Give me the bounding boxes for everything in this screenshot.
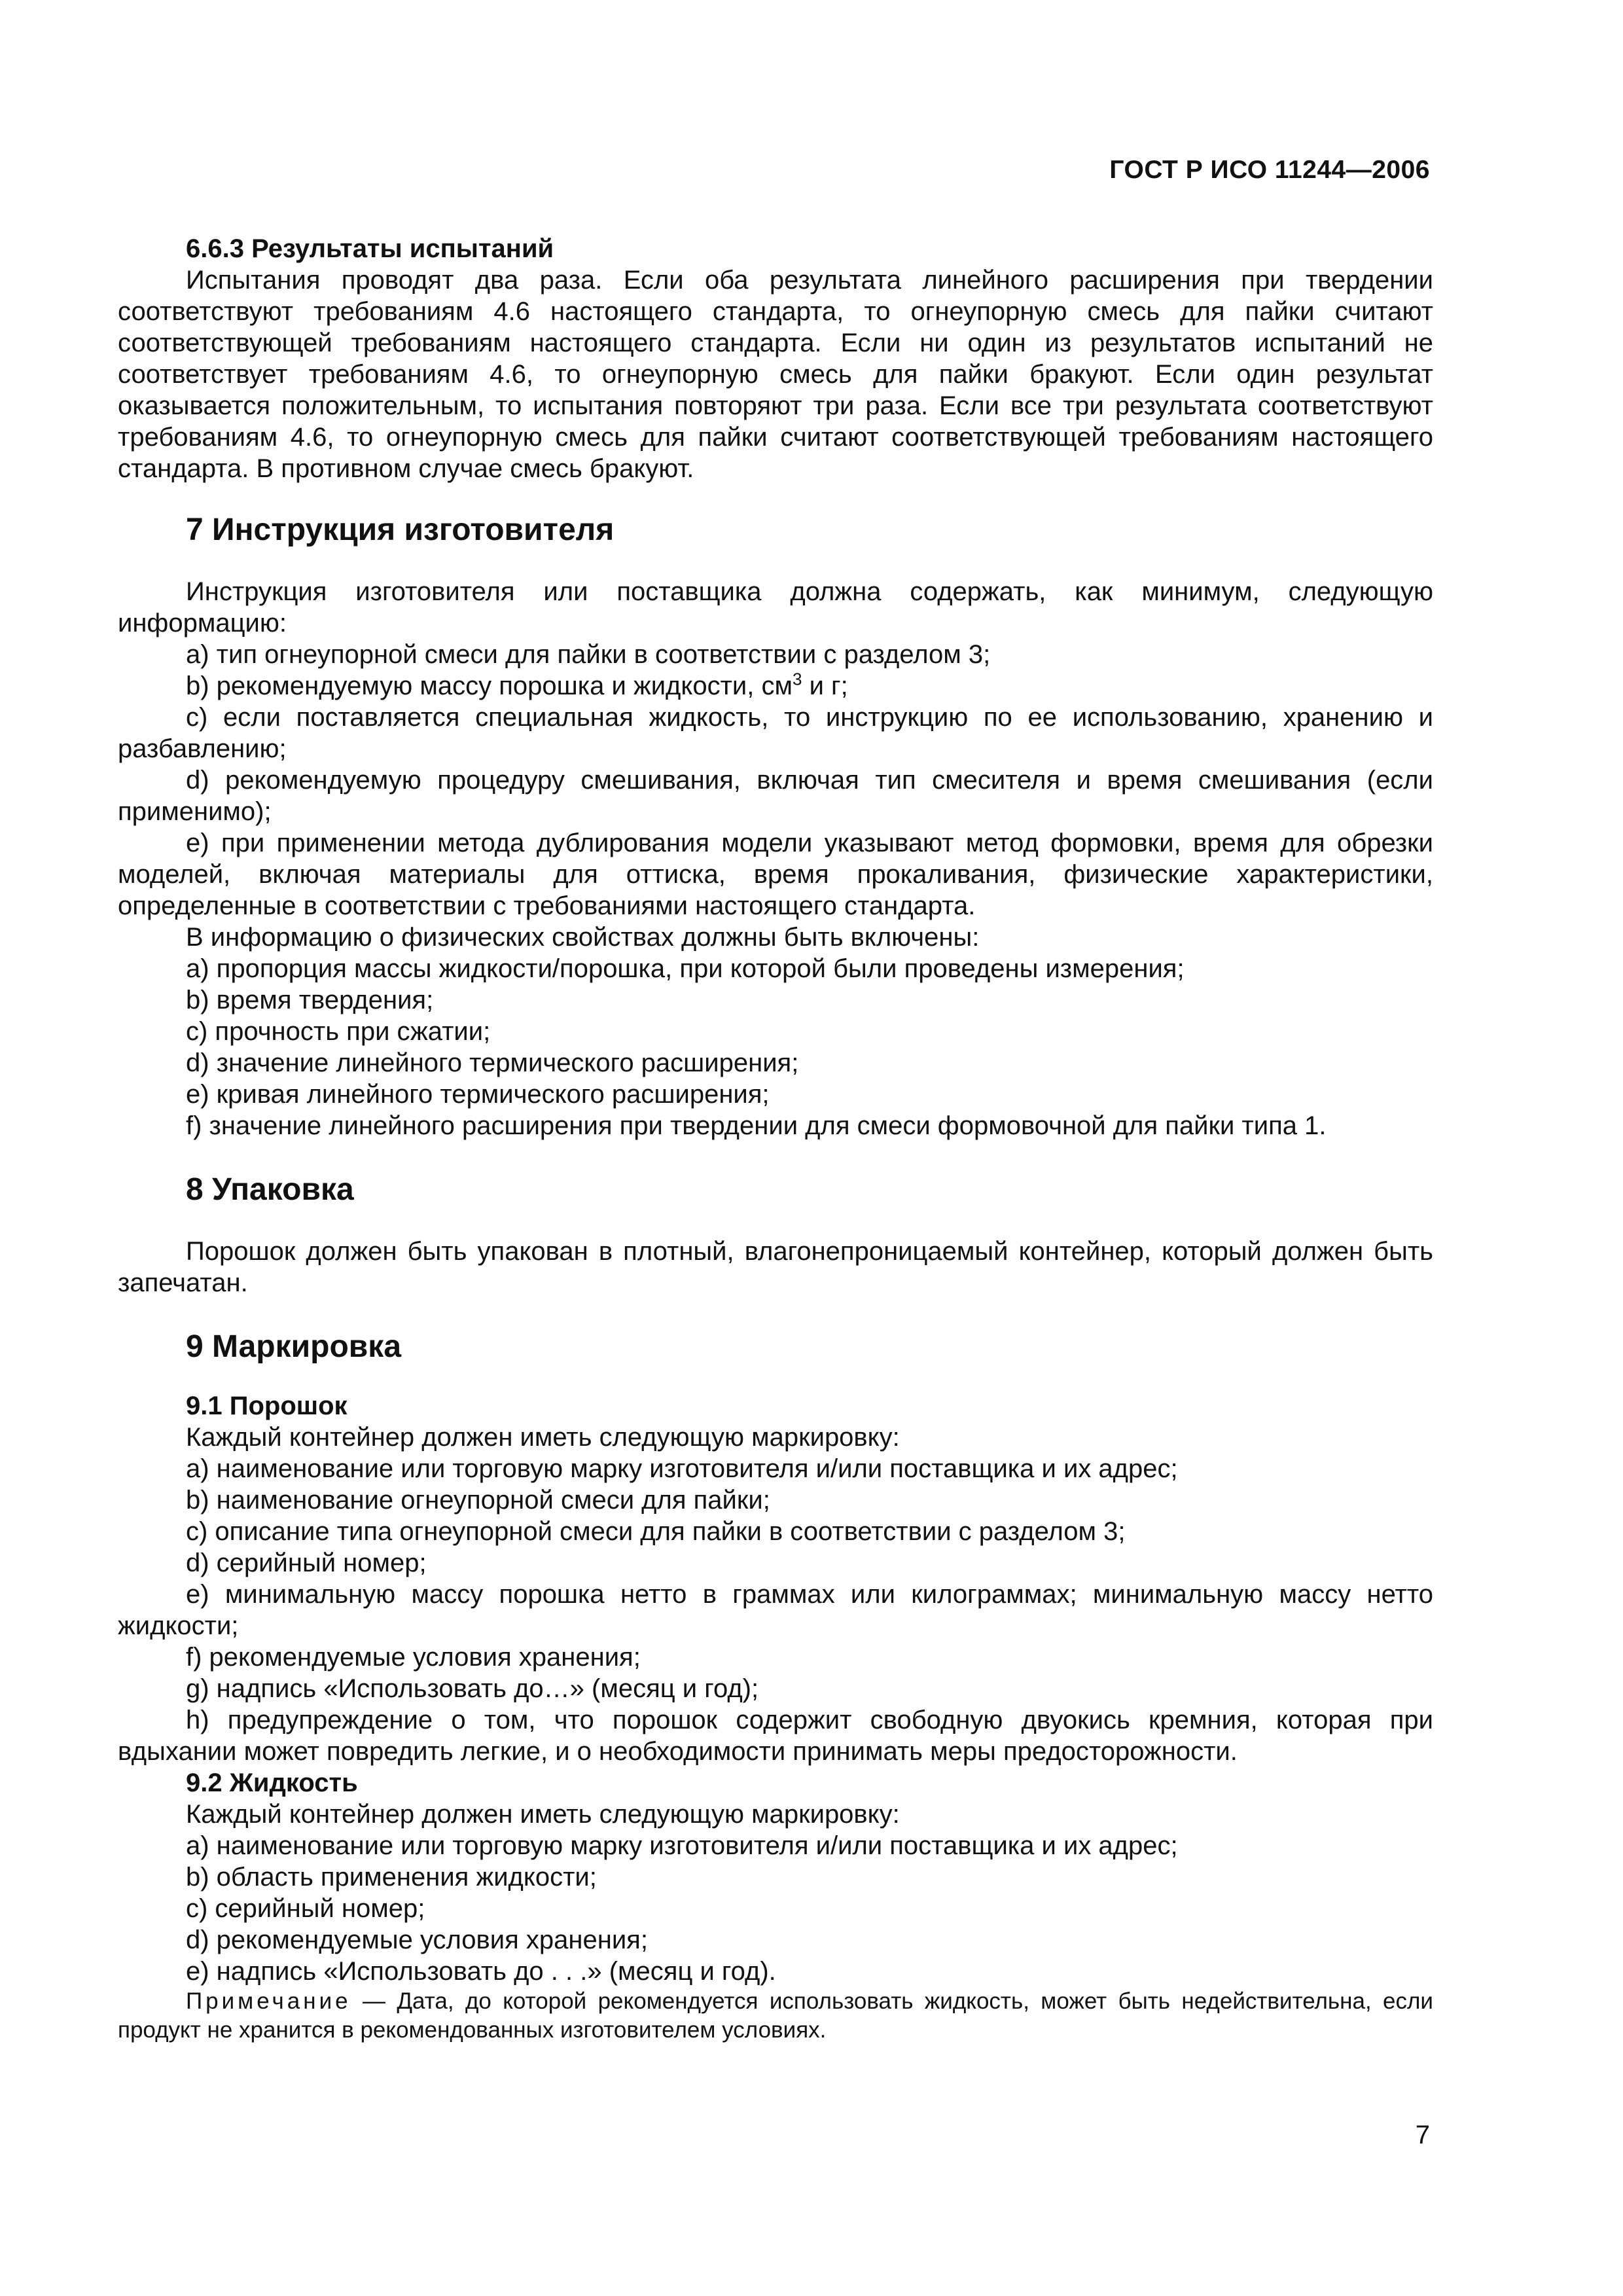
list-item: b) время твердения; bbox=[186, 986, 434, 1014]
list-item: е) минимальную массу порошка нетто в граммах или килограммах; минимальную массу нетто жидкости; bbox=[118, 1580, 1433, 1640]
list-item: f) рекомендуемые условия хранения; bbox=[186, 1643, 641, 1672]
list-item: е) кривая линейного термического расширения; bbox=[186, 1080, 770, 1109]
list-item-text: и г; bbox=[802, 672, 848, 700]
note bbox=[118, 1987, 1433, 2045]
paragraph-test-results: Испытания проводят два раза. Если оба результата линейного расширения при твердении соответствуют требованиям 4.6 настоящего стандарта, то огнеупорную смесь для пайки считают соответствующей требованиям настоящего стандарта. Если ни один из результатов испытаний не соответствует требованиям 4.6, то огнеупорную смесь для пайки бракуют. Если один результат оказывается положительным, то испытания повторяют три раза. Если все три результата соответствуют требованиям 4.6, то огнеупорную смесь для пайки считают соответствующей требованиям настоящего стандарта. В противном случае смесь бракуют. bbox=[118, 266, 1433, 483]
section-title-9: 9 Маркировка bbox=[186, 1329, 402, 1364]
list-item: а) наименование или торговую марку изготовителя и/или поставщика и их адрес; bbox=[186, 1454, 1178, 1483]
subsection-title-9-1: 9.1 Порошок bbox=[186, 1391, 348, 1420]
list-item: d) серийный номер; bbox=[186, 1549, 427, 1577]
list-item: с) если поставляется специальная жидкость, то инструкцию по ее использованию, хранению и разбавлению; bbox=[118, 703, 1433, 763]
document-header-id: ГОСТ Р ИСО 11244—2006 bbox=[1109, 156, 1430, 184]
list-item: а) тип огнеупорной смеси для пайки в соответствии с разделом 3; bbox=[186, 640, 991, 669]
list-item: d) рекомендуемые условия хранения; bbox=[186, 1926, 648, 1954]
section-title-7: 7 Инструкция изготовителя bbox=[186, 512, 615, 547]
paragraph-marking-intro: Каждый контейнер должен иметь следующую маркировку: bbox=[186, 1800, 900, 1829]
superscript: 3 bbox=[792, 669, 802, 689]
paragraph-packaging: Порошок должен быть упакован в плотный, влагонепроницаемый контейнер, который должен быть запечатан. bbox=[118, 1237, 1433, 1297]
list-item: g) надпись «Использовать до…» (месяц и год); bbox=[186, 1674, 759, 1703]
list-item: d) рекомендуемую процедуру смешивания, включая тип смесителя и время смешивания (если применимо); bbox=[118, 766, 1433, 826]
list-item-text: b) рекомендуемую массу порошка и жидкости, см bbox=[186, 672, 793, 700]
list-item: f) значение линейного расширения при твердении для смеси формовочной для пайки типа 1. bbox=[186, 1111, 1327, 1140]
list-item: b) наименование огнеупорной смеси для пайки; bbox=[186, 1486, 770, 1515]
paragraph-marking-intro: Каждый контейнер должен иметь следующую маркировку: bbox=[186, 1423, 900, 1452]
paragraph-manufacturer-intro: Инструкция изготовителя или поставщика должна содержать, как минимум, следующую информацию: bbox=[118, 577, 1433, 637]
list-item: е) надпись «Использовать до . . .» (месяц и год). bbox=[186, 1957, 776, 1986]
subsection-title-6-6-3: 6.6.3 Результаты испытаний bbox=[186, 234, 554, 263]
list-item: с) серийный номер; bbox=[186, 1894, 425, 1923]
paragraph-properties-intro: В информацию о физических свойствах должны быть включены: bbox=[186, 923, 980, 952]
section-title-8: 8 Упаковка bbox=[186, 1172, 354, 1207]
subsection-title-9-2: 9.2 Жидкость bbox=[186, 1768, 358, 1797]
list-item: е) при применении метода дублирования модели указывают метод формовки, время для обрезки моделей, включая материалы для оттиска, время прокаливания, физические характеристики, определенные в соответствии с требованиями настоящего стандарта. bbox=[118, 829, 1433, 920]
note-label: Примечание bbox=[186, 1988, 351, 2014]
page-number: 7 bbox=[1415, 2121, 1430, 2149]
list-item: с) прочность при сжатии; bbox=[186, 1017, 491, 1046]
list-item: с) описание типа огнеупорной смеси для пайки в соответствии с разделом 3; bbox=[186, 1517, 1126, 1546]
list-item: а) пропорция массы жидкости/порошка, при которой были проведены измерения; bbox=[186, 954, 1185, 983]
list-item: d) значение линейного термического расширения; bbox=[186, 1049, 799, 1077]
list-item: h) предупреждение о том, что порошок содержит свободную двуокись кремния, которая при вдыхании может повредить легкие, и о необходимости принимать меры предосторожности. bbox=[118, 1706, 1433, 1766]
note-text: — Дата, до которой рекомендуется использовать жидкость, может быть недействительна, если продукт не хранится в рекомендованных изготовителем условиях. bbox=[118, 1988, 1433, 2043]
list-item: а) наименование или торговую марку изготовителя и/или поставщика и их адрес; bbox=[186, 1831, 1178, 1860]
list-item-with-superscript bbox=[118, 670, 1433, 702]
list-item: b) область применения жидкости; bbox=[186, 1863, 597, 1892]
page-content bbox=[118, 233, 1433, 2045]
